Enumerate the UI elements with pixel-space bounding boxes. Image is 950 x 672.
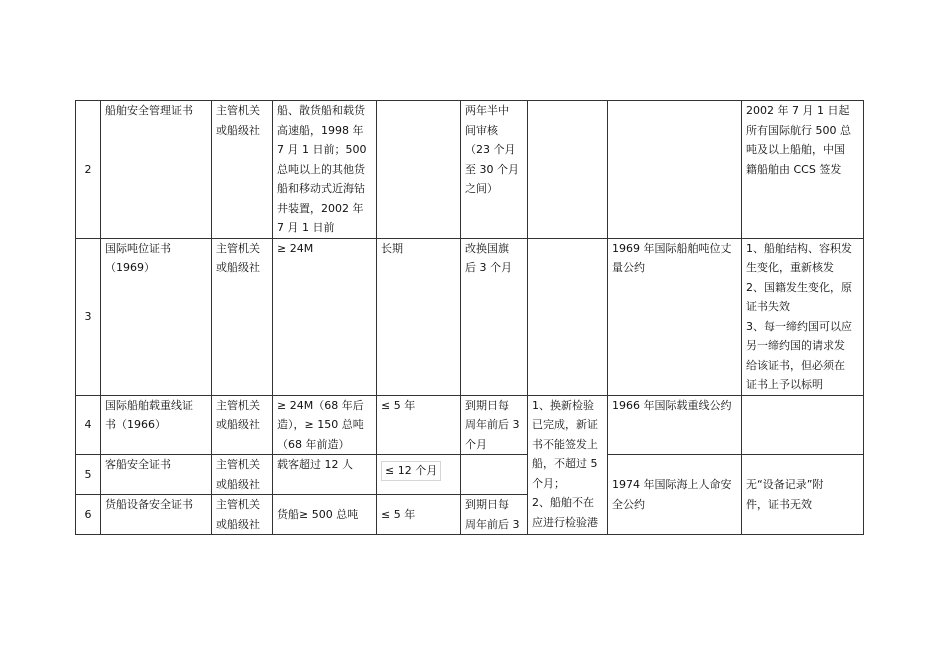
remarks: 1、船舶结构、容积发 生变化，重新核发 2、国籍发生变化，原 证书失效 3、每一缔约国可以应 另一缔约国的请求发 给该证书，但必须在 证书上予以标明 bbox=[742, 238, 864, 395]
validity-period bbox=[377, 101, 461, 239]
validity-period: ≤ 5 年 bbox=[377, 495, 461, 535]
survey-window: 到期日每 周年前后 3 个月 bbox=[461, 395, 528, 455]
validity-period: ≤ 5 年 bbox=[377, 395, 461, 455]
table-row bbox=[76, 238, 864, 395]
table-row bbox=[76, 455, 864, 495]
row-number: 2 bbox=[76, 101, 101, 239]
convention: 1974 年国际海上人命安 全公约 bbox=[608, 455, 742, 535]
issuing-authority: 主管机关 或船级社 bbox=[212, 495, 273, 535]
issuing-authority: 主管机关 或船级社 bbox=[212, 395, 273, 455]
convention bbox=[608, 101, 742, 239]
applicable-ships: 货船≥ 500 总吨 bbox=[273, 495, 377, 535]
table-row bbox=[76, 395, 864, 455]
certificate-name: 客船安全证书 bbox=[101, 455, 212, 495]
survey-window: 改换国旗 后 3 个月 bbox=[461, 238, 528, 395]
applicable-ships: 船、散货船和载货 高速船，1998 年 7 月 1 日前；500 总吨以上的其他货 船和移动式近海钻 井装置，2002 年 7 月 1 日前 bbox=[273, 101, 377, 239]
certificate-name: 国际吨位证书 （1969） bbox=[101, 238, 212, 395]
survey-window bbox=[461, 455, 528, 495]
convention: 1966 年国际载重线公约 bbox=[608, 395, 742, 455]
issuing-authority: 主管机关 或船级社 bbox=[212, 455, 273, 495]
certificate-table bbox=[75, 100, 864, 535]
row-number: 3 bbox=[76, 238, 101, 395]
row-number: 4 bbox=[76, 395, 101, 455]
row-number: 6 bbox=[76, 495, 101, 535]
extension-conditions: 1、换新检验 已完成，新证 书不能签发上 船，不超过 5 个月； 2、船舶不在 应进行检验港 bbox=[528, 395, 608, 535]
extension-conditions bbox=[528, 238, 608, 395]
applicable-ships: 载客超过 12 人 bbox=[273, 455, 377, 495]
remarks: 无“设备记录”附 件，证书无效 bbox=[742, 455, 864, 535]
remarks: 2002 年 7 月 1 日起 所有国际航行 500 总 吨及以上船舶，中国 籍船舶由 CCS 签发 bbox=[742, 101, 864, 239]
validity-period bbox=[377, 455, 461, 495]
extension-conditions bbox=[528, 101, 608, 239]
convention: 1969 年国际船舶吨位丈 量公约 bbox=[608, 238, 742, 395]
survey-window: 到期日每 周年前后 3 bbox=[461, 495, 528, 535]
row-number: 5 bbox=[76, 455, 101, 495]
survey-window: 两年半中 间审核 （23 个月 至 30 个月 之间） bbox=[461, 101, 528, 239]
issuing-authority: 主管机关 或船级社 bbox=[212, 101, 273, 239]
issuing-authority: 主管机关 或船级社 bbox=[212, 238, 273, 395]
applicable-ships: ≥ 24M bbox=[273, 238, 377, 395]
table-row bbox=[76, 101, 864, 239]
certificate-name: 货船设备安全证书 bbox=[101, 495, 212, 535]
applicable-ships: ≥ 24M（68 年后 造），≥ 150 总吨 （68 年前造） bbox=[273, 395, 377, 455]
validity-period: 长期 bbox=[377, 238, 461, 395]
certificate-name: 船舶安全管理证书 bbox=[101, 101, 212, 239]
certificate-name: 国际船舶载重线证 书（1966） bbox=[101, 395, 212, 455]
validity-value: ≤ 12 个月 bbox=[381, 461, 441, 481]
remarks bbox=[742, 395, 864, 455]
